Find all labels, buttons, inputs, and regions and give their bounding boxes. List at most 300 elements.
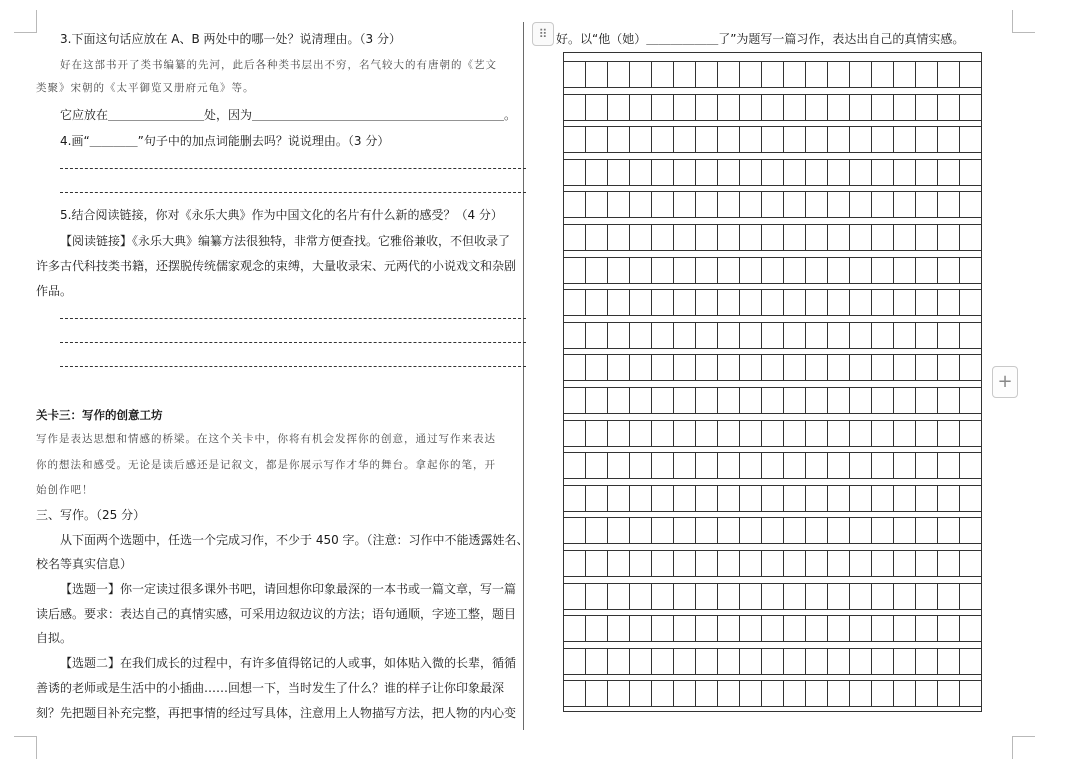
grid-cell[interactable] [894,551,916,576]
grid-cell[interactable] [762,160,784,185]
grid-cell[interactable] [630,225,652,250]
grid-cell[interactable] [960,616,981,641]
grid-cell[interactable] [850,62,872,87]
grid-cell[interactable] [740,421,762,446]
grid-cell[interactable] [608,551,630,576]
grid-cell[interactable] [762,95,784,120]
grid-cell[interactable] [718,518,740,543]
grid-cell[interactable] [872,616,894,641]
grid-cell[interactable] [916,62,938,87]
grid-cell[interactable] [828,551,850,576]
grid-cell[interactable] [784,421,806,446]
grid-cell[interactable] [740,616,762,641]
grid-cell[interactable] [740,551,762,576]
grid-cell[interactable] [828,584,850,609]
grid-cell[interactable] [872,486,894,511]
grid-cell[interactable] [652,649,674,674]
grid-cell[interactable] [894,95,916,120]
grid-cell[interactable] [960,258,981,283]
grid-cell[interactable] [872,681,894,706]
grid-cell[interactable] [696,388,718,413]
grid-cell[interactable] [630,421,652,446]
grid-cell[interactable] [696,95,718,120]
grid-cell[interactable] [630,192,652,217]
grid-cell[interactable] [894,616,916,641]
grid-cell[interactable] [960,323,981,348]
grid-cell[interactable] [828,388,850,413]
grid-cell[interactable] [696,192,718,217]
grid-cell[interactable] [674,290,696,315]
grid-cell[interactable] [586,453,608,478]
grid-cell[interactable] [960,225,981,250]
grid-cell[interactable] [762,192,784,217]
grid-cell[interactable] [894,355,916,380]
grid-cell[interactable] [850,486,872,511]
grid-cell[interactable] [938,681,960,706]
grid-cell[interactable] [674,258,696,283]
grid-cell[interactable] [696,160,718,185]
grid-cell[interactable] [652,584,674,609]
grid-cell[interactable] [718,616,740,641]
grid-cell[interactable] [872,388,894,413]
grid-cell[interactable] [718,486,740,511]
grid-cell[interactable] [608,388,630,413]
grid-cell[interactable] [916,649,938,674]
grid-cell[interactable] [960,681,981,706]
grid-cell[interactable] [938,551,960,576]
grid-cell[interactable] [828,421,850,446]
grid-cell[interactable] [938,518,960,543]
grid-cell[interactable] [740,290,762,315]
grid-cell[interactable] [740,388,762,413]
grid-cell[interactable] [806,62,828,87]
grid-cell[interactable] [674,355,696,380]
grid-cell[interactable] [872,290,894,315]
grid-cell[interactable] [872,62,894,87]
grid-cell[interactable] [784,681,806,706]
grid-cell[interactable] [960,486,981,511]
grid-cell[interactable] [916,518,938,543]
grid-cell[interactable] [938,160,960,185]
grid-cell[interactable] [718,192,740,217]
answer-line[interactable] [60,168,526,169]
grid-cell[interactable] [608,258,630,283]
grid-cell[interactable] [696,518,718,543]
grid-cell[interactable] [784,62,806,87]
grid-cell[interactable] [762,258,784,283]
grid-cell[interactable] [894,486,916,511]
grid-cell[interactable] [784,649,806,674]
grid-cell[interactable] [674,160,696,185]
grid-cell[interactable] [828,486,850,511]
grid-cell[interactable] [872,160,894,185]
grid-cell[interactable] [674,323,696,348]
grid-cell[interactable] [916,681,938,706]
grid-cell[interactable] [806,258,828,283]
grid-cell[interactable] [894,160,916,185]
grid-cell[interactable] [630,323,652,348]
grid-cell[interactable] [872,518,894,543]
grid-cell[interactable] [564,355,586,380]
grid-cell[interactable] [916,551,938,576]
grid-cell[interactable] [564,551,586,576]
grid-cell[interactable] [740,584,762,609]
grid-cell[interactable] [718,127,740,152]
grid-cell[interactable] [586,681,608,706]
grid-cell[interactable] [586,616,608,641]
grid-cell[interactable] [674,584,696,609]
grid-cell[interactable] [630,584,652,609]
grid-cell[interactable] [718,421,740,446]
grid-cell[interactable] [828,681,850,706]
grid-cell[interactable] [784,616,806,641]
grid-cell[interactable] [828,355,850,380]
grid-cell[interactable] [740,62,762,87]
grid-cell[interactable] [652,355,674,380]
grid-cell[interactable] [740,192,762,217]
grid-cell[interactable] [696,649,718,674]
grid-cell[interactable] [872,421,894,446]
grid-cell[interactable] [762,290,784,315]
grid-cell[interactable] [828,518,850,543]
grid-cell[interactable] [696,127,718,152]
grid-cell[interactable] [762,616,784,641]
grid-cell[interactable] [718,681,740,706]
grid-cell[interactable] [564,681,586,706]
grid-cell[interactable] [784,453,806,478]
grid-cell[interactable] [960,192,981,217]
grid-cell[interactable] [696,486,718,511]
grid-cell[interactable] [806,518,828,543]
grid-cell[interactable] [762,486,784,511]
add-page-button[interactable]: + [992,366,1018,398]
grid-cell[interactable] [564,518,586,543]
grid-cell[interactable] [696,681,718,706]
grid-cell[interactable] [784,290,806,315]
grid-cell[interactable] [586,127,608,152]
grid-cell[interactable] [674,421,696,446]
grid-cell[interactable] [586,225,608,250]
answer-line[interactable] [60,192,526,193]
grid-cell[interactable] [784,225,806,250]
grid-cell[interactable] [652,616,674,641]
grid-cell[interactable] [828,258,850,283]
grid-cell[interactable] [938,486,960,511]
grid-cell[interactable] [718,453,740,478]
grid-cell[interactable] [564,225,586,250]
grid-cell[interactable] [630,355,652,380]
grid-cell[interactable] [850,127,872,152]
grid-cell[interactable] [674,62,696,87]
grid-cell[interactable] [828,192,850,217]
grid-cell[interactable] [740,649,762,674]
drag-handle-icon[interactable]: ⠿ [532,22,554,46]
grid-cell[interactable] [608,160,630,185]
grid-cell[interactable] [608,681,630,706]
grid-cell[interactable] [806,649,828,674]
grid-cell[interactable] [630,160,652,185]
grid-cell[interactable] [916,453,938,478]
grid-cell[interactable] [872,95,894,120]
grid-cell[interactable] [872,355,894,380]
grid-cell[interactable] [608,290,630,315]
grid-cell[interactable] [630,388,652,413]
grid-cell[interactable] [894,290,916,315]
grid-cell[interactable] [740,225,762,250]
grid-cell[interactable] [740,95,762,120]
grid-cell[interactable] [938,225,960,250]
grid-cell[interactable] [674,388,696,413]
grid-cell[interactable] [674,192,696,217]
grid-cell[interactable] [762,551,784,576]
grid-cell[interactable] [762,388,784,413]
grid-cell[interactable] [806,290,828,315]
grid-cell[interactable] [894,681,916,706]
grid-cell[interactable] [652,127,674,152]
grid-cell[interactable] [872,192,894,217]
grid-cell[interactable] [586,355,608,380]
grid-cell[interactable] [608,323,630,348]
grid-cell[interactable] [630,290,652,315]
grid-cell[interactable] [564,649,586,674]
grid-cell[interactable] [806,192,828,217]
grid-cell[interactable] [740,518,762,543]
grid-cell[interactable] [564,584,586,609]
grid-cell[interactable] [828,290,850,315]
grid-cell[interactable] [806,551,828,576]
grid-cell[interactable] [938,62,960,87]
grid-cell[interactable] [784,584,806,609]
grid-cell[interactable] [696,290,718,315]
grid-cell[interactable] [894,192,916,217]
grid-cell[interactable] [938,323,960,348]
grid-cell[interactable] [674,95,696,120]
grid-cell[interactable] [586,584,608,609]
grid-cell[interactable] [674,649,696,674]
grid-cell[interactable] [564,486,586,511]
grid-cell[interactable] [916,323,938,348]
grid-cell[interactable] [586,290,608,315]
grid-cell[interactable] [806,127,828,152]
grid-cell[interactable] [696,323,718,348]
grid-cell[interactable] [850,453,872,478]
grid-cell[interactable] [850,388,872,413]
grid-cell[interactable] [762,649,784,674]
grid-cell[interactable] [850,518,872,543]
grid-cell[interactable] [718,323,740,348]
grid-cell[interactable] [850,323,872,348]
grid-cell[interactable] [630,486,652,511]
grid-cell[interactable] [894,127,916,152]
grid-cell[interactable] [916,258,938,283]
grid-cell[interactable] [938,95,960,120]
grid-cell[interactable] [850,355,872,380]
grid-cell[interactable] [740,258,762,283]
grid-cell[interactable] [806,453,828,478]
grid-cell[interactable] [630,453,652,478]
grid-cell[interactable] [762,681,784,706]
grid-cell[interactable] [894,421,916,446]
grid-cell[interactable] [652,160,674,185]
grid-cell[interactable] [828,649,850,674]
grid-cell[interactable] [872,258,894,283]
grid-cell[interactable] [652,421,674,446]
grid-cell[interactable] [674,127,696,152]
grid-cell[interactable] [718,225,740,250]
grid-cell[interactable] [938,355,960,380]
grid-cell[interactable] [564,95,586,120]
grid-cell[interactable] [828,95,850,120]
grid-cell[interactable] [586,518,608,543]
grid-cell[interactable] [806,355,828,380]
grid-cell[interactable] [564,453,586,478]
grid-cell[interactable] [894,225,916,250]
grid-cell[interactable] [608,421,630,446]
grid-cell[interactable] [806,616,828,641]
grid-cell[interactable] [564,421,586,446]
grid-cell[interactable] [608,95,630,120]
grid-cell[interactable] [806,323,828,348]
grid-cell[interactable] [652,225,674,250]
grid-cell[interactable] [674,518,696,543]
grid-cell[interactable] [564,616,586,641]
grid-cell[interactable] [586,160,608,185]
grid-cell[interactable] [960,160,981,185]
grid-cell[interactable] [916,290,938,315]
grid-cell[interactable] [916,388,938,413]
grid-cell[interactable] [916,355,938,380]
grid-cell[interactable] [916,160,938,185]
grid-cell[interactable] [696,453,718,478]
grid-cell[interactable] [894,649,916,674]
grid-cell[interactable] [938,290,960,315]
grid-cell[interactable] [960,551,981,576]
grid-cell[interactable] [586,323,608,348]
grid-cell[interactable] [630,95,652,120]
grid-cell[interactable] [762,62,784,87]
grid-cell[interactable] [828,616,850,641]
grid-cell[interactable] [652,681,674,706]
grid-cell[interactable] [674,486,696,511]
grid-cell[interactable] [828,225,850,250]
grid-cell[interactable] [718,160,740,185]
grid-cell[interactable] [850,551,872,576]
grid-cell[interactable] [850,681,872,706]
grid-cell[interactable] [960,290,981,315]
grid-cell[interactable] [916,192,938,217]
grid-cell[interactable] [850,225,872,250]
grid-cell[interactable] [872,551,894,576]
grid-cell[interactable] [784,323,806,348]
grid-cell[interactable] [586,649,608,674]
grid-cell[interactable] [740,355,762,380]
grid-cell[interactable] [630,62,652,87]
grid-cell[interactable] [850,584,872,609]
grid-cell[interactable] [784,551,806,576]
grid-cell[interactable] [938,258,960,283]
grid-cell[interactable] [586,95,608,120]
grid-cell[interactable] [850,649,872,674]
grid-cell[interactable] [762,225,784,250]
grid-cell[interactable] [938,192,960,217]
grid-cell[interactable] [718,95,740,120]
grid-cell[interactable] [960,355,981,380]
grid-cell[interactable] [718,258,740,283]
grid-cell[interactable] [916,421,938,446]
grid-cell[interactable] [630,681,652,706]
grid-cell[interactable] [806,160,828,185]
grid-cell[interactable] [872,127,894,152]
grid-cell[interactable] [740,453,762,478]
grid-cell[interactable] [630,649,652,674]
grid-cell[interactable] [564,388,586,413]
grid-cell[interactable] [586,421,608,446]
grid-cell[interactable] [872,584,894,609]
grid-cell[interactable] [938,388,960,413]
grid-cell[interactable] [652,290,674,315]
grid-cell[interactable] [718,388,740,413]
answer-line[interactable]: 它应放在＿＿＿＿＿＿＿＿处，因为＿＿＿＿＿＿＿＿＿＿＿＿＿＿＿＿＿＿＿＿＿。 [60,108,517,122]
grid-cell[interactable] [894,388,916,413]
grid-cell[interactable] [652,453,674,478]
grid-cell[interactable] [938,584,960,609]
grid-cell[interactable] [872,225,894,250]
grid-cell[interactable] [564,160,586,185]
grid-cell[interactable] [938,421,960,446]
grid-cell[interactable] [696,551,718,576]
grid-cell[interactable] [564,62,586,87]
grid-cell[interactable] [652,62,674,87]
grid-cell[interactable] [696,616,718,641]
grid-cell[interactable] [960,62,981,87]
grid-cell[interactable] [762,323,784,348]
grid-cell[interactable] [806,225,828,250]
grid-cell[interactable] [674,453,696,478]
answer-line[interactable] [60,342,526,343]
grid-cell[interactable] [586,551,608,576]
grid-cell[interactable] [696,225,718,250]
grid-cell[interactable] [630,616,652,641]
grid-cell[interactable] [762,127,784,152]
grid-cell[interactable] [784,127,806,152]
grid-cell[interactable] [828,323,850,348]
grid-cell[interactable] [960,388,981,413]
grid-cell[interactable] [960,518,981,543]
grid-cell[interactable] [564,323,586,348]
grid-cell[interactable] [806,421,828,446]
grid-cell[interactable] [630,551,652,576]
grid-cell[interactable] [696,62,718,87]
grid-cell[interactable] [740,160,762,185]
grid-cell[interactable] [608,127,630,152]
grid-cell[interactable] [630,258,652,283]
grid-cell[interactable] [960,584,981,609]
grid-cell[interactable] [608,192,630,217]
grid-cell[interactable] [564,290,586,315]
grid-cell[interactable] [718,355,740,380]
grid-cell[interactable] [740,681,762,706]
grid-cell[interactable] [718,649,740,674]
grid-cell[interactable] [894,584,916,609]
grid-cell[interactable] [850,160,872,185]
grid-cell[interactable] [696,355,718,380]
grid-cell[interactable] [740,127,762,152]
grid-cell[interactable] [762,453,784,478]
grid-cell[interactable] [762,421,784,446]
grid-cell[interactable] [630,127,652,152]
grid-cell[interactable] [564,192,586,217]
grid-cell[interactable] [828,160,850,185]
